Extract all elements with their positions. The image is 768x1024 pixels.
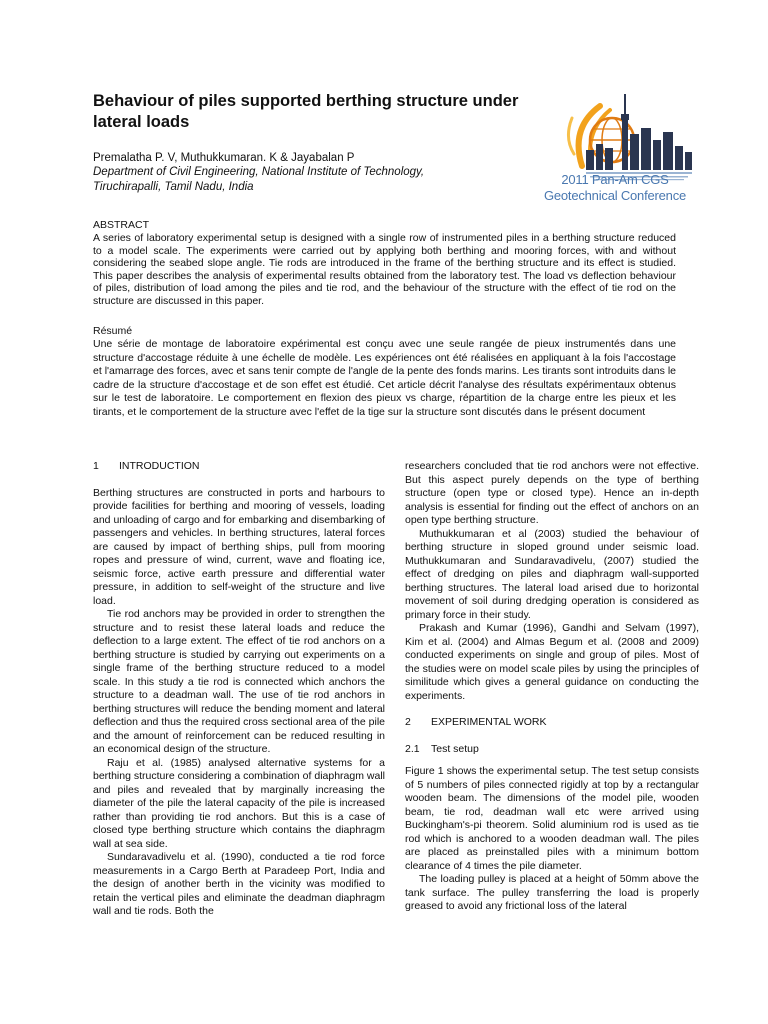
paragraph: Prakash and Kumar (1996), Gandhi and Selvam (1997), Kim et al. (2004) and Almas Begum et al. (2008 and 2009) conducted experiments on single and group of piles. Most of the studies were on model scale piles by using the principles of similitude which gives a general guidance on conducting the experiments. bbox=[405, 622, 699, 702]
paragraph: Raju et al. (1985) analysed alternative systems for a berthing structure considering a combination of diaphragm wall and piles and revealed that by marginally increasing the diameter of the pile the lateral capacity of the pile is increased rather than providing tie rod anchors. But this is a case of closed type berthing structure which contains the diaphragm wall at sea side. bbox=[93, 756, 385, 850]
left-column bbox=[93, 460, 385, 919]
paragraph: The loading pulley is placed at a height of 50mm above the tank surface. The pulley transferring the load is properly greased to avoid any frictional loss of the lateral bbox=[405, 873, 699, 912]
subsection-title: Test setup bbox=[431, 742, 479, 755]
right-column bbox=[405, 460, 699, 914]
section-title: INTRODUCTION bbox=[119, 460, 200, 472]
paper-title: Behaviour of piles supported berthing structure under lateral loads bbox=[93, 92, 519, 131]
section-number: 2 bbox=[405, 716, 411, 728]
paragraph: Tie rod anchors may be provided in order to strengthen the structure and to resist these lateral loads and reduce the deflection to a large extent. The effect of tie rod anchors on a berthing structure is studied by carrying out experiments on a single frame of the berthing structure reduced to a model scale. In this study a tie rod is connected which anchors the structure to a deadman wall. The use of tie rod anchors in berthing structures will reduce the bending moment and lateral deflection and thus the required cross sectional area of the pile and the amount of reinforcement can be reduced resulting in an economical design of the structure. bbox=[93, 608, 385, 755]
section-number: 1 bbox=[93, 460, 99, 472]
resume-heading: Résumé bbox=[93, 325, 133, 337]
section-1-heading bbox=[93, 460, 385, 474]
subsection-2-1-heading bbox=[405, 743, 699, 757]
section-2-heading bbox=[405, 716, 699, 730]
subsection-number: 2.1 bbox=[405, 742, 420, 755]
paragraph: Sundaravadivelu et al. (1990), conducted a tie rod force measurements in a Cargo Berth at Paradeep Port, India and the design of another berth in the vicinity was modified to retain the vertical piles and eliminate the deadman diaphragm wall and tie rods. Both the bbox=[93, 851, 385, 917]
paragraph: researchers concluded that tie rod anchors were not effective. But this aspect purely depends on the type of berthing structure (open type or closed type). Hence an in-depth analysis is essential for finding out the effect of anchors on an open type berthing structure. bbox=[405, 460, 699, 526]
paragraph: Muthukkumaran et al (2003) studied the behaviour of berthing structure in sloped ground under seismic load. Muthukkumaran and Sundaravadivelu, (2007) studied the effect of dredging on piles and diaphragm wall-supported berthing structures. The lateral load arised due to horizontal movement of soil during dredging operation is considered as primary force in their study. bbox=[405, 527, 699, 621]
authors: Premalatha P. V, Muthukkumaran. K & Jayabalan P bbox=[93, 152, 355, 164]
logo-text-year: 2011 Pan-Am CGS bbox=[561, 172, 669, 187]
paragraph: Berthing structures are constructed in ports and harbours to provide facilities for berthing and mooring of vessels, loading and unloading of cargo and for embarking and disembarking of passengers and vehicles. In berthing structures, lateral forces are caused by impact of berthing ships, pull from mooring ropes and pressure of wind, current, wave and floating ice, seismic force, active earth pressure and differential water pressure, in addition to self-weight of the structure and live load. bbox=[93, 486, 385, 607]
abstract-text: A series of laboratory experimental setup is designed with a single row of instrumented piles in a berthing structure reduced to a model scale. The experiments were carried out by applying both berthing and mooring forces, with and without considering the seabed slope angle. Tie rods are introduced in the frame of the berthing structure and its effect is studied. This paper describes the analysis of experimental results obtained from the laboratory test. The load vs deflection behaviour of piles, distribution of load among the piles and tie rod, and the behaviour of the structure with the effect of tie rod on the structure are discussed in this paper. bbox=[93, 232, 676, 307]
resume-text: Une série de montage de laboratoire expérimental est conçu avec une seule rangée de pieux instrumentés dans une structure d'accostage réduite à une échelle de modèle. Les expériences ont été réalisées en appliquant à la fois l'accostage et l'amarrage des forces, avec et sans tenir compte de l'angle de la pente des fonds marins. Les tirants sont introduits dans le cadre de la structure d'accostage et de son effet est étudié. Cet article décrit l'analyse des résultats expérimentaux obtenus sur le test de laboratoire. Le comportement en flexion des pieux vs charge, répartition de la charge entre les pieux et les tirants, et le comportement de la structure avec l'effet de la tige sur la structure sont discutés dans le présent document bbox=[93, 338, 676, 418]
abstract-heading: ABSTRACT bbox=[93, 219, 150, 231]
logo-text-conference: Geotechnical Conference bbox=[543, 188, 687, 203]
paragraph: Figure 1 shows the experimental setup. The test setup consists of 5 numbers of piles connected rigidly at top by a rectangular wooden beam. The dimensions of the model pile, wooden beam, tie rod, deadman wall etc were arrived using Buckingham's-pi theorem. Solid aluminium rod is used as tie rod which is anchored to a wooden deadman wall. The piles are placed as preinstalled piles with a minimum bottom clearance of 4 times the pile diameter. bbox=[405, 765, 699, 872]
affiliation: Department of Civil Engineering, National Institute of Technology, Tiruchirapalli, Tamil Nadu, India bbox=[93, 166, 425, 193]
section-title: EXPERIMENTAL WORK bbox=[431, 716, 547, 728]
